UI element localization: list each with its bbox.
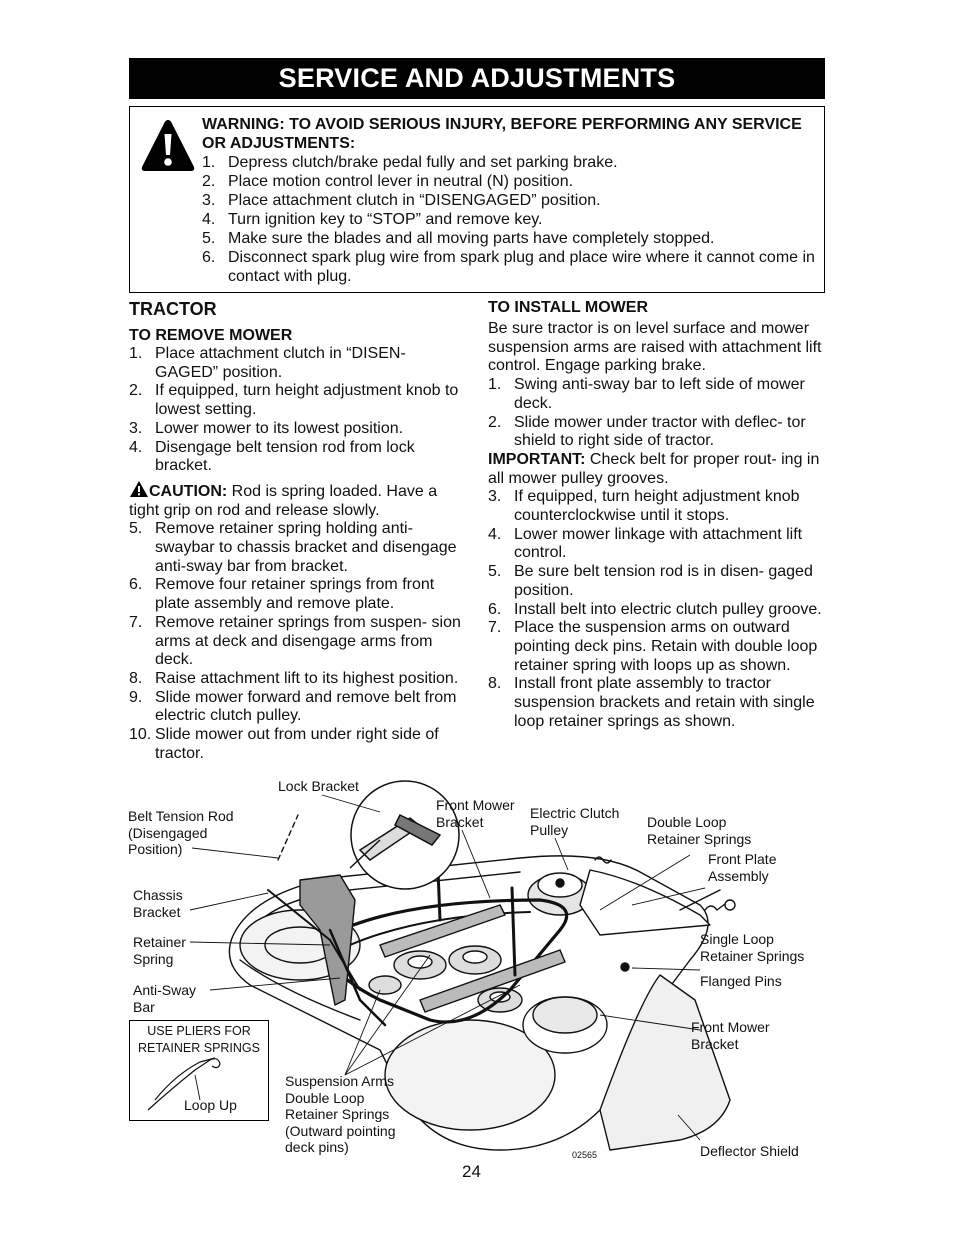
step-number: 5. [129,520,143,538]
step-text: Install belt into electric clutch pulley groove. [514,600,822,618]
step-number: 2. [129,382,143,400]
step-number: 9. [129,688,143,706]
step-text: Slide mower under tractor with deflec- tor shield to right side of tractor. [514,413,806,450]
step-text: Remove retainer spring holding anti-swaybar to chassis bracket and disengage anti-sway bar from bracket. [155,520,457,575]
step-number: 10. [129,726,152,744]
step-text: Install front plate assembly to tractor suspension brackets and retain with single loop retainer springs as shown. [514,675,815,730]
step-number: 4. [202,211,216,228]
step-number: 3. [488,488,502,506]
step-text: Turn ignition key to “STOP” and remove key. [228,211,543,228]
label-front-mower-bracket-top: Front Mower Bracket [436,797,515,830]
step-number: 3. [129,419,143,437]
step-number: 2. [202,173,216,190]
step-number: 1. [129,345,143,362]
install-intro: Be sure tractor is on level surface and mower suspension arms are raised with attachment lift control. Engage parking brake. [488,320,822,375]
step-number: 6. [129,576,143,594]
label-belt-tension-rod: Belt Tension Rod (Disengaged Position) [128,808,234,858]
step-number: 6. [202,249,216,266]
label-single-loop-retainer-springs: Single Loop Retainer Springs [700,931,805,964]
step-text: Remove four retainer springs from front plate assembly and remove plate. [155,576,435,613]
install-mower-heading: TO INSTALL MOWER [488,299,648,316]
step-number: 7. [488,619,502,637]
step-number: 5. [202,230,216,247]
warning-heading: WARNING: TO AVOID SERIOUS INJURY, BEFORE PERFORMING ANY SERVICE OR ADJUSTMENTS: [202,116,802,152]
step-text: Remove retainer springs from suspen- sion arms at deck and disengage arms from deck. [155,613,461,669]
remove-mower-heading: TO REMOVE MOWER [129,327,293,344]
step-text: Slide mower out from under right side of tractor. [155,726,439,762]
step-number: 8. [488,675,502,693]
step-text: Place motion control lever in neutral (N) position. [228,173,574,190]
step-text: Place attachment clutch in “DISENGAGED” position. [228,192,601,209]
label-anti-sway-bar: Anti-Sway Bar [133,982,197,1015]
important-text: Check belt for proper rout- ing in all mower pulley grooves. [488,450,820,487]
label-front-mower-bracket-bottom: Front Mower Bracket [691,1019,770,1052]
caution-label: CAUTION: [149,482,228,500]
step-number: 3. [202,192,216,209]
step-number: 4. [129,438,143,456]
step-text: Disconnect spark plug wire from spark plug and place wire where it cannot come in contact with plug. [228,249,815,285]
step-text: Place the suspension arms on outward pointing deck pins. Retain with double loop retainer spring with loops up as shown. [514,619,818,674]
label-lock-bracket: Lock Bracket [278,778,359,794]
step-text: Swing anti-sway bar to left side of mower deck. [514,376,805,412]
label-deflector-shield: Deflector Shield [700,1143,799,1159]
label-flanged-pins: Flanged Pins [700,973,782,989]
step-number: 1. [488,376,502,394]
step-text: Slide mower forward and remove belt from electric clutch pulley. [155,688,457,725]
step-number: 7. [129,613,143,631]
step-text: Lower mower to its lowest position. [155,419,404,437]
step-text: Place attachment clutch in “DISEN- GAGED” position. [155,345,406,381]
step-text: Lower mower linkage with attachment lift control. [514,525,803,562]
step-number: 6. [488,600,502,618]
pliers-note-box [129,1020,269,1121]
pulley-idler [369,976,401,994]
label-chassis-bracket: Chassis Bracket [133,887,183,920]
label-double-loop-retainer-springs: Double Loop Retainer Springs [647,814,752,847]
caution-text: Rod is spring loaded. Have a tight grip on rod and release slowly. [129,482,438,519]
label-electric-clutch-pulley: Electric Clutch Pulley [530,805,620,838]
page-number: 24 [462,1162,481,1181]
label-loop-up: Loop Up [184,1097,237,1113]
important-label: IMPORTANT: [488,450,586,468]
label-front-plate-assembly: Front Plate Assembly [708,851,777,884]
step-text: Be sure belt tension rod is in disen- gaged position. [514,563,813,599]
tractor-heading: TRACTOR [129,299,217,319]
step-number: 5. [488,563,502,581]
step-text: Make sure the blades and all moving parts have completely stopped. [228,230,715,247]
step-number: 2. [488,413,502,431]
label-suspension-arms: Suspension Arms Double Loop Retainer Springs (Outward pointing deck pins) [285,1073,396,1156]
step-number: 4. [488,525,502,543]
step-text: Disengage belt tension rod from lock bracket. [155,438,415,475]
step-text: Depress clutch/brake pedal fully and set parking brake. [228,154,618,171]
step-number: 1. [202,154,216,171]
page-title: SERVICE AND ADJUSTMENTS [129,58,825,99]
belt-tension-rod [278,815,298,860]
step-text: Raise attachment lift to its highest position. [155,669,459,687]
pliers-note: USE PLIERS FOR RETAINER SPRINGS [137,1024,260,1055]
step-text: If equipped, turn height adjustment knob to lowest setting. [155,382,459,419]
label-retainer-spring: Retainer Spring [133,934,186,967]
step-number: 8. [129,669,143,687]
flanged-pin [621,963,629,971]
step-text: If equipped, turn height adjustment knob counterclockwise until it stops. [514,488,800,525]
figure-id: 02565 [572,1150,598,1160]
single-loop-spring [705,904,725,910]
